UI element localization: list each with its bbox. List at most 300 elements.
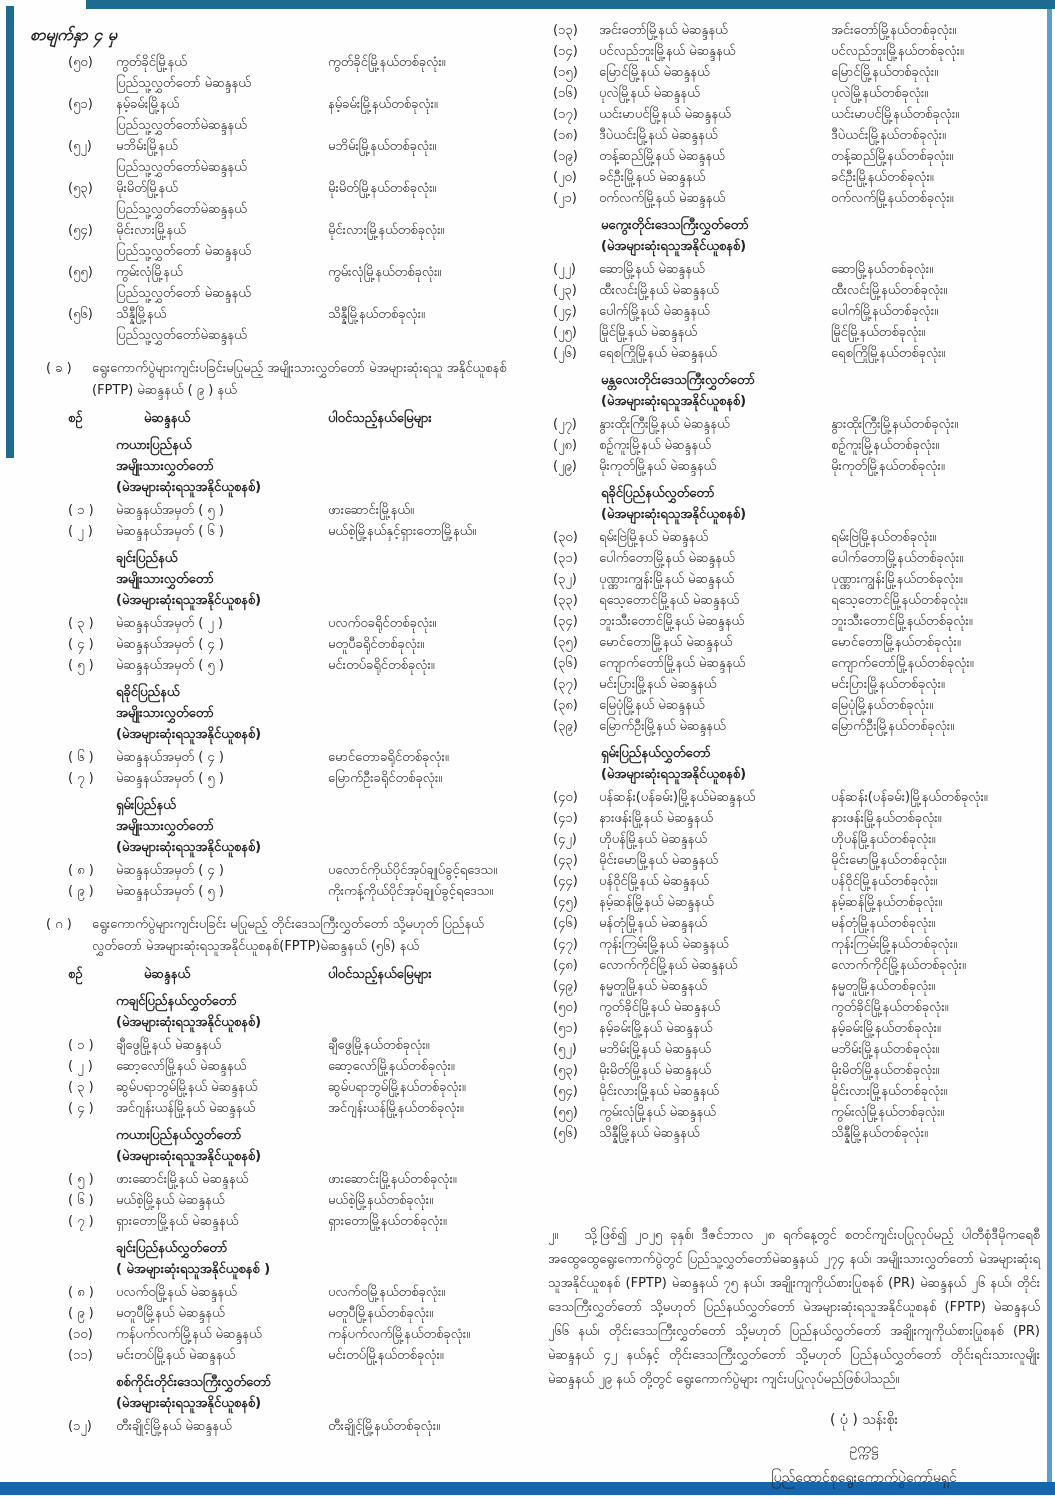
constituency-name: ဖားဆောင်းမြို့နယ် မဲဆန္ဒနယ် — [116, 1172, 249, 1187]
constituency-name: မိုးမိတ်မြို့နယ် — [116, 181, 178, 196]
hluttaw-type-line: ပြည်သူ့လွှတ်တော်မဲဆန္ဒနယ် — [116, 202, 247, 217]
constituency-row — [553, 892, 1040, 913]
constituency-name: နမ္မတူမြို့နယ် မဲဆန္ဒနယ် — [599, 979, 707, 994]
row-number: ( ၈ ) — [68, 1285, 94, 1300]
constituency-name: ဝက်လက်မြို့နယ် မဲဆန္ဒနယ် — [599, 191, 726, 206]
closing-block — [548, 1224, 1040, 1493]
constituency-row — [553, 632, 1040, 653]
constituency-name: နမ့်ဆန်မြို့နယ် မဲဆန္ဒနယ် — [599, 895, 714, 910]
included-area: မောင်တောမြို့နယ်တစ်ခုလုံး။ — [831, 635, 961, 650]
row-number: (၁၈) — [553, 128, 578, 143]
row-number: (၅၅) — [68, 265, 93, 280]
constituency-name: သိန္နီမြို့နယ် မဲဆန္ဒနယ် — [599, 1126, 700, 1141]
constituency-name: မဘိမ်းမြို့နယ် — [116, 139, 178, 154]
col-header-constituency: မဲဆန္ဒနယ် — [144, 967, 191, 982]
row-number: (၅၆) — [553, 1126, 578, 1141]
constituency-name: မဲဆန္ဒနယ်အမှတ် ( ၅ ) — [116, 771, 224, 786]
group-header — [116, 682, 514, 745]
frame-top-bar — [86, 0, 1055, 9]
constituency-name: ကွတ်ခိုင်မြို့နယ် မဲဆန္ဒနယ် — [599, 1000, 721, 1015]
constituency-row — [68, 655, 514, 676]
constituency-name: မဲဆန္ဒနယ်အမှတ် ( ၂ ) — [116, 616, 224, 631]
group-header — [601, 483, 1040, 525]
constituency-row — [68, 178, 514, 220]
included-area: နမ့်ဆန်မြို့နယ်တစ်ခုလုံး။ — [831, 895, 943, 910]
constituency-row — [68, 94, 514, 136]
constituency-name: ကွတ်ခိုင်မြို့နယ် — [116, 55, 187, 70]
constituency-row — [553, 146, 1040, 167]
constituency-row — [553, 1039, 1040, 1060]
constituency-name: မဲဆန္ဒနယ်အမှတ် ( ၅ ) — [116, 658, 224, 673]
left-column — [46, 52, 514, 1437]
included-area: မတူပီခရိုင်တစ်ခုလုံး။ — [328, 637, 425, 652]
constituency-row — [553, 41, 1040, 62]
constituency-name: မိုးကုတ်မြို့နယ် မဲဆန္ဒနယ် — [599, 459, 717, 474]
constituency-name: မဲဆန္ဒနယ်အမှတ် ( ၅ ) — [116, 884, 224, 899]
row-number: (၄၄) — [553, 874, 578, 889]
constituency-row — [68, 1303, 514, 1324]
included-area: သိန္နီမြို့နယ်တစ်ခုလုံး။ — [328, 307, 425, 322]
constituency-name: မြိုင်မြို့နယ် မဲဆန္ဒနယ် — [599, 325, 697, 340]
signature-name: ( ပုံ ) သန်းစိုး — [829, 1412, 899, 1428]
constituency-row — [68, 860, 514, 881]
group-header-line: ( မဲအများဆုံးရသူအနိုင်ယူစနစ် ) — [116, 1262, 271, 1277]
row-number: (၃၃) — [553, 593, 578, 608]
constituency-name: ပုလဲမြို့နယ် မဲဆန္ဒနယ် — [599, 86, 700, 101]
group-header — [601, 370, 1040, 412]
row-number: (၂၅) — [553, 325, 577, 340]
col-header-constituency: မဲဆန္ဒနယ် — [144, 411, 191, 426]
row-number: (၂၂) — [553, 262, 576, 277]
row-number: (၂၃) — [553, 283, 577, 298]
right-column — [553, 20, 1040, 1144]
row-number: (၂၁) — [553, 191, 577, 206]
included-area: ဒီပဲယင်းမြို့နယ်တစ်ခုလုံး။ — [831, 128, 946, 143]
constituency-name: မောင်တောမြို့နယ် မဲဆန္ဒနယ် — [599, 635, 733, 650]
row-number: (၄၆) — [553, 916, 578, 931]
group-header-line: (မဲအများဆုံးရသူအနိုင်ယူစနစ်) — [601, 239, 747, 254]
col-header-no: စဉ် — [68, 967, 83, 982]
constituency-row — [553, 527, 1040, 548]
included-area: ပလောင်ကိုယ်ပိုင်အုပ်ချုပ်ခွင့်ရဒေသ။ — [328, 863, 497, 878]
group-header-line: (မဲအများဆုံးရသူအနိုင်ယူစနစ်) — [116, 1015, 262, 1030]
signature-org: ပြည်ထောင်စုရွေးကောက်ပွဲကော်မရှင် — [771, 1470, 957, 1486]
constituency-row — [553, 653, 1040, 674]
constituency-name: လောက်ကိုင်မြို့နယ် မဲဆန္ဒနယ် — [599, 958, 738, 973]
group-header — [601, 215, 1040, 257]
constituency-row — [553, 569, 1040, 590]
included-area: အင်းတော်မြို့နယ်တစ်ခုလုံး။ — [831, 23, 957, 38]
included-area: ယင်းမာပင်မြို့နယ်တစ်ခုလုံး။ — [831, 107, 960, 122]
included-area: ရမ်းဗြဲမြို့နယ်တစ်ခုလုံး။ — [831, 530, 937, 545]
group-header-line: အမျိုးသားလွှတ်တော် — [116, 572, 214, 587]
row-number: ( ၂ ) — [68, 524, 93, 539]
included-area: မြောင်မြို့နယ်တစ်ခုလုံး။ — [831, 65, 939, 80]
included-area: မန်တုံမြို့နယ်တစ်ခုလုံး။ — [831, 916, 936, 931]
constituency-row — [68, 634, 514, 655]
col-header-areas: ပါဝင်သည့်နယ်မြေများ — [328, 967, 432, 982]
closing-paragraph-number: ၂။ — [548, 1228, 559, 1243]
constituency-row — [68, 881, 514, 902]
row-number: (၁၀) — [68, 1327, 93, 1342]
constituency-row — [68, 1211, 514, 1232]
group-header — [116, 991, 514, 1033]
constituency-name: မယ်စဲ့မြို့နယ် မဲဆန္ဒနယ် — [116, 1193, 225, 1208]
group-header-line: ရခိုင်ပြည်နယ် — [116, 685, 180, 700]
row-number: (၅၃) — [68, 181, 93, 196]
included-area: အင်ဂျန်းယန်မြို့နယ်တစ်ခုလုံး။ — [328, 1101, 464, 1116]
constituency-row — [553, 188, 1040, 209]
constituency-name: ကန်ပက်လက်မြို့နယ် မဲဆန္ဒနယ် — [116, 1327, 262, 1342]
included-area: မိုင်းလားမြို့နယ်တစ်ခုလုံး။ — [831, 1084, 948, 1099]
constituency-row — [553, 280, 1040, 301]
group-header-line: ရှမ်းပြည်နယ်လွှတ်တော် — [601, 746, 711, 761]
row-number: (၁၁) — [68, 1348, 93, 1363]
included-area: မိုင်းမောမြို့နယ်တစ်ခုလုံး။ — [831, 853, 947, 868]
constituency-name: အင်းတော်မြို့နယ် မဲဆန္ဒနယ် — [599, 23, 728, 38]
group-header-line: (မဲအများဆုံးရသူအနိုင်ယူစနစ်) — [116, 480, 262, 495]
constituency-name: မိုးမိတ်မြို့နယ် မဲဆန္ဒနယ် — [599, 1063, 711, 1078]
row-number: ( ၅ ) — [68, 658, 94, 673]
constituency-row — [553, 611, 1040, 632]
included-area: ပုလဲမြို့နယ်တစ်ခုလုံး။ — [831, 86, 929, 101]
constituency-row — [68, 521, 514, 542]
included-area: မိုင်းလားမြို့နယ်တစ်ခုလုံး။ — [328, 223, 445, 238]
row-number: (၄၇) — [553, 937, 578, 952]
row-number: ( ၈ ) — [68, 863, 94, 878]
constituency-row — [553, 674, 1040, 695]
row-number: (၂၆) — [553, 346, 577, 361]
constituency-name: မိုင်းမောမြို့နယ် မဲဆန္ဒနယ် — [599, 853, 718, 868]
hluttaw-type-line: ပြည်သူ့လွှတ်တော် မဲဆန္ဒနယ် — [116, 76, 251, 91]
constituency-row — [68, 747, 514, 768]
row-number: (၁၆) — [553, 86, 578, 101]
hluttaw-type-line: ပြည်သူ့လွှတ်တော် မဲဆန္ဒနယ် — [116, 244, 251, 259]
constituency-row — [553, 414, 1040, 435]
row-number: (၂၄) — [553, 304, 577, 319]
constituency-name: မဲဆန္ဒနယ်အမှတ် ( ၅ ) — [116, 503, 224, 518]
included-area: ကွတ်ခိုင်မြို့နယ်တစ်ခုလုံး။ — [831, 1000, 949, 1015]
included-area: သိန္နီမြို့နယ်တစ်ခုလုံး။ — [831, 1126, 928, 1141]
constituency-row — [553, 590, 1040, 611]
row-number: (၄၀) — [553, 790, 578, 805]
row-number: (၁၇) — [553, 107, 578, 122]
constituency-name: စဉ့်ကူးမြို့နယ် မဲဆန္ဒနယ် — [599, 438, 711, 453]
constituency-name: မဲဆန္ဒနယ်အမှတ် ( ၄ ) — [116, 637, 224, 652]
included-area: ရေစကြိုမြို့နယ်တစ်ခုလုံး။ — [831, 346, 946, 361]
included-area: နားဖန်းမြို့နယ်တစ်ခုလုံး။ — [831, 811, 942, 826]
included-area: မြောက်ဦးခရိုင်တစ်ခုလုံး။ — [328, 771, 443, 786]
group-header-line: ကယားပြည်နယ် — [116, 438, 192, 453]
group-header-line: (မဲအများဆုံးရသူအနိုင်ယူစနစ်) — [116, 727, 262, 742]
constituency-name: မြောင်မြို့နယ် မဲဆန္ဒနယ် — [599, 65, 710, 80]
constituency-name: ဆွမ်ပရာဘွမ်မြို့နယ် မဲဆန္ဒနယ် — [116, 1080, 258, 1095]
constituency-name: ပေါက်မြို့နယ် မဲဆန္ဒနယ် — [599, 304, 710, 319]
constituency-row — [68, 304, 514, 346]
included-area: ခင်ဦးမြို့နယ်တစ်ခုလုံး။ — [831, 170, 934, 185]
included-area: ဝက်လက်မြို့နယ်တစ်ခုလုံး။ — [831, 191, 954, 206]
hluttaw-type-line: ပြည်သူ့လွှတ်တော်မဲဆန္ဒနယ် — [116, 160, 247, 175]
constituency-name: မိုင်းလားမြို့နယ် — [116, 223, 186, 238]
constituency-row — [68, 52, 514, 94]
constituency-name: ကုန်းကြမ်းမြို့နယ် မဲဆန္ဒနယ် — [599, 937, 729, 952]
included-area: ကျောက်တော်မြို့နယ်တစ်ခုလုံး။ — [831, 656, 974, 671]
constituency-row — [68, 500, 514, 521]
row-number: ( ၁ ) — [68, 503, 94, 518]
constituency-row — [68, 1169, 514, 1190]
section-row — [46, 358, 514, 402]
constituency-row — [553, 83, 1040, 104]
section-text: ရွေးကောက်ပွဲများကျင်းပခြင်းမပြုမည့် အမျိုးသားလွှတ်တော် မဲအများဆုံးရသူ အနိုင်ယူစနစ် (FPTP) မဲဆန္ဒနယ် ( ၉ ) နယ် — [92, 361, 507, 398]
group-header-line: မကွေးတိုင်းဒေသကြီးလွှတ်တော် — [601, 218, 749, 233]
constituency-row — [68, 768, 514, 789]
constituency-name: ပင်လည်ဘူးမြို့နယ် မဲဆန္ဒနယ် — [599, 44, 736, 59]
signature-title: ဥက္ကဋ္ဌ — [849, 1441, 879, 1457]
constituency-name: ရေစကြိုမြို့နယ် မဲဆန္ဒနယ် — [599, 346, 717, 361]
constituency-row — [553, 716, 1040, 737]
included-area: နမ့်ခမ်းမြို့နယ်တစ်ခုလုံး။ — [831, 1021, 941, 1036]
row-number: (၄၁) — [553, 811, 578, 826]
constituency-name: ယင်းမာပင်မြို့နယ် မဲဆန္ဒနယ် — [599, 107, 731, 122]
group-header — [116, 548, 514, 611]
constituency-name: သိန္နီမြို့နယ် — [116, 307, 167, 322]
hluttaw-type-line: ပြည်သူ့လွှတ်တော်မဲဆန္ဒနယ် — [116, 118, 247, 133]
row-number: ( ၃ ) — [68, 1080, 94, 1095]
included-area: မဘိမ်းမြို့နယ်တစ်ခုလုံး။ — [328, 139, 437, 154]
constituency-name: မိုင်းလားမြို့နယ် မဲဆန္ဒနယ် — [599, 1084, 719, 1099]
row-number: (၅၁) — [553, 1021, 578, 1036]
constituency-name: ဆော့လော်မြို့နယ် မဲဆန္ဒနယ် — [116, 1059, 247, 1074]
constituency-row — [553, 20, 1040, 41]
constituency-name: နားဖန်းမြို့နယ် မဲဆန္ဒနယ် — [599, 811, 713, 826]
included-area: နမ္မတူမြို့နယ်တစ်ခုလုံး။ — [831, 979, 936, 994]
group-header — [116, 435, 514, 498]
row-number: ( ၄ ) — [68, 637, 94, 652]
included-area: မင်းတပ်ခရိုင်တစ်ခုလုံး။ — [328, 658, 435, 673]
row-number: (၃၈) — [553, 698, 578, 713]
row-number: ( ၇ ) — [68, 771, 94, 786]
included-area: ပေါက်မြို့နယ်တစ်ခုလုံး။ — [831, 304, 939, 319]
constituency-row — [553, 104, 1040, 125]
constituency-row — [553, 456, 1040, 477]
constituency-row — [553, 1081, 1040, 1102]
constituency-name: ပန်ဆန်း(ပန်ခမ်း)မြို့နယ်မဲဆန္ဒနယ် — [599, 790, 756, 805]
row-number: ( ၂ ) — [68, 1059, 93, 1074]
row-number: (၂၉) — [553, 459, 577, 474]
constituency-row — [553, 1060, 1040, 1081]
constituency-name: ကွမ်းလုံမြို့နယ် မဲဆန္ဒနယ် — [599, 1105, 716, 1120]
row-number: (၃၀) — [553, 530, 578, 545]
constituency-row — [68, 1035, 514, 1056]
group-header-line: (မဲအများဆုံးရသူအနိုင်ယူစနစ်) — [116, 840, 262, 855]
constituency-name: အင်ဂျန်းယန်မြို့နယ် မဲဆန္ဒနယ် — [116, 1101, 256, 1116]
constituency-row — [68, 262, 514, 304]
constituency-row — [553, 976, 1040, 997]
page-continuation-label: စာမျက်နှာ ၄ မှ — [30, 25, 118, 44]
row-number: (၄၃) — [553, 853, 578, 868]
constituency-row — [68, 613, 514, 634]
included-area: မိုးမိတ်မြို့နယ်တစ်ခုလုံး။ — [328, 181, 437, 196]
included-area: စဉ့်ကူးမြို့နယ်တစ်ခုလုံး။ — [831, 438, 940, 453]
included-area: ဖားဆောင်းမြို့နယ်။ — [328, 503, 414, 518]
constituency-row — [68, 1416, 514, 1437]
group-header — [116, 795, 514, 858]
constituency-row — [68, 136, 514, 178]
constituency-name: နမ့်ခမ်းမြို့နယ် မဲဆန္ဒနယ် — [599, 1021, 713, 1036]
constituency-row — [553, 125, 1040, 146]
row-number: (၃၆) — [553, 656, 578, 671]
constituency-row — [68, 1345, 514, 1366]
included-area: တီးချိုင့်မြို့နယ်တစ်ခုလုံး။ — [328, 1419, 441, 1434]
row-number: (၃၁) — [553, 551, 578, 566]
col-header-no: စဉ် — [68, 411, 83, 426]
row-number: ( ၁ ) — [68, 1038, 94, 1053]
constituency-name: ပလက်ဝမြို့နယ် မဲဆန္ဒနယ် — [116, 1285, 237, 1300]
group-header-line: ကချင်ပြည်နယ်လွှတ်တော် — [116, 994, 237, 1009]
constituency-row — [553, 850, 1040, 871]
included-area: မင်းပြားမြို့နယ်တစ်ခုလုံး။ — [831, 677, 945, 692]
constituency-row — [553, 934, 1040, 955]
group-header-line: အမျိုးသားလွှတ်တော် — [116, 459, 214, 474]
included-area: ကွမ်းလုံမြို့နယ်တစ်ခုလုံး။ — [831, 1105, 945, 1120]
constituency-name: ပုဏ္ဏားကျွန်းမြို့နယ် မဲဆန္ဒနယ် — [599, 572, 735, 587]
constituency-name: ပေါက်တောမြို့နယ် မဲဆန္ဒနယ် — [599, 551, 735, 566]
row-number: (၄၅) — [553, 895, 578, 910]
included-area: မယ်စဲ့မြို့နယ်နှင့်ရှားတောမြို့နယ်။ — [328, 524, 477, 539]
constituency-name: နမ့်ခမ်းမြို့နယ် — [116, 97, 180, 112]
constituency-name: ကျောက်တော်မြို့နယ် မဲဆန္ဒနယ် — [599, 656, 746, 671]
group-header-line: ချင်းပြည်နယ် — [116, 551, 178, 566]
row-number: (၅၂) — [553, 1042, 577, 1057]
row-number: (၂၀) — [553, 170, 577, 185]
row-number: ( ၉ ) — [68, 884, 94, 899]
constituency-row — [553, 548, 1040, 569]
included-area: ရသေ့တောင်မြို့နယ်တစ်ခုလုံး။ — [831, 593, 968, 608]
constituency-row — [553, 322, 1040, 343]
frame-right-bar — [1047, 9, 1052, 1487]
included-area: ကန်ပက်လက်မြို့နယ်တစ်ခုလုံး။ — [328, 1327, 471, 1342]
constituency-name: မဲဆန္ဒနယ်အမှတ် ( ၄ ) — [116, 863, 224, 878]
row-number: (၄၂) — [553, 832, 577, 847]
signature-block — [694, 1406, 1034, 1493]
row-number: (၄၈) — [553, 958, 578, 973]
included-area: ဘူးသီးတောင်မြို့နယ်တစ်ခုလုံး။ — [831, 614, 973, 629]
included-area: မယ်စဲ့မြို့နယ်တစ်ခုလုံး။ — [328, 1193, 434, 1208]
row-number: (၂၈) — [553, 438, 577, 453]
constituency-row — [553, 1102, 1040, 1123]
constituency-row — [553, 259, 1040, 280]
row-number: (၅၄) — [68, 223, 93, 238]
constituency-name: တန့်ဆည်မြို့နယ် မဲဆန္ဒနယ် — [599, 149, 725, 164]
row-number: (၁၄) — [553, 44, 578, 59]
group-header-line: အမျိုးသားလွှတ်တော် — [116, 706, 214, 721]
hluttaw-type-line: ပြည်သူ့လွှတ်တော် မဲဆန္ဒနယ် — [116, 286, 251, 301]
row-number: (၃၇) — [553, 677, 578, 692]
constituency-name: ထီးလင်းမြို့နယ် မဲဆန္ဒနယ် — [599, 283, 719, 298]
included-area: မြိုင်မြို့နယ်တစ်ခုလုံး။ — [831, 325, 926, 340]
included-area: ပန်ဆန်း(ပန်ခမ်း)မြို့နယ်တစ်ခုလုံး။ — [831, 790, 988, 805]
row-number: (၅၅) — [553, 1105, 578, 1120]
constituency-name: မဲဆန္ဒနယ်အမှတ် ( ၆ ) — [116, 524, 224, 539]
closing-paragraph-text: သို့ဖြစ်၍ ၂၀၂၅ ခုနှစ်၊ ဒီဇင်ဘာလ ၂၈ ရက်နေ့တွင် စတင်ကျင်းပပြုလုပ်မည့် ပါတီစုံဒီမိုကရေစီ အထွေထွေရွေးကောက်ပွဲတွင် ပြည်သူ့လွှတ်တော်မဲဆန္ဒနယ် ၂၇၄ နယ်၊ အမျိုးသားလွှတ်တော် မဲအများဆုံးရသူအနိုင်ယူစနစ် (FPTP) မဲဆန္ဒနယ် ၇၅ နယ်၊ အချိုးကျကိုယ်စားပြုစနစ် (PR) မဲဆန္ဒနယ် ၂၆ နယ်၊ တိုင်းဒေသကြီးလွှတ်တော် သို့မဟုတ် ပြည်နယ်လွှတ်တော် မဲအများဆုံးရသူအနိုင်ယူစနစ် (FPTP) မဲဆန္ဒနယ် ၂၆၆ နယ်၊ တိုင်းဒေသကြီးလွှတ်တော် သို့မဟုတ် ပြည်နယ်လွှတ်တော် အချိုးကျကိုယ်စားပြုစနစ် (PR) မဲဆန္ဒနယ် ၄၂ နယ်နှင့် တိုင်းဒေသကြီးလွှတ်တော် သို့မဟုတ် ပြည်နယ်လွှတ်တော် တိုင်းရင်းသားလူမျိုး မဲဆန္ဒနယ် ၂၉ နယ် တို့တွင် ရွေးကောက်ပွဲများ ကျင်းပပြုလုပ်မည်ဖြစ်ပါသည်။ — [548, 1228, 1040, 1387]
group-header-line: မန္တလေးတိုင်းဒေသကြီးလွှတ်တော် — [601, 373, 755, 388]
included-area: တန့်ဆည်မြို့နယ်တစ်ခုလုံး။ — [831, 149, 954, 164]
constituency-name: ဆောမြို့နယ် မဲဆန္ဒနယ် — [599, 262, 705, 277]
row-number: (၃၂) — [553, 572, 577, 587]
row-number: (၅၀) — [553, 1000, 578, 1015]
constituency-name: မတူပီမြို့နယ် မဲဆန္ဒနယ် — [116, 1306, 225, 1321]
included-area: ဆောမြို့နယ်တစ်ခုလုံး။ — [831, 262, 934, 277]
included-area: မြောက်ဦးမြို့နယ်တစ်ခုလုံး။ — [831, 719, 955, 734]
row-number: (၂၇) — [553, 417, 577, 432]
group-header-line: (မဲအများဆုံးရသူအနိုင်ယူစနစ်) — [116, 593, 262, 608]
row-number: (၃၅) — [553, 635, 578, 650]
group-header — [116, 1125, 514, 1167]
group-header-line: (မဲအများဆုံးရသူအနိုင်ယူစနစ်) — [116, 1396, 262, 1411]
row-number: ( ၄ ) — [68, 1101, 94, 1116]
included-area: မဘိမ်းမြို့နယ်တစ်ခုလုံး။ — [831, 1042, 940, 1057]
included-area: ဆော့လော်မြို့နယ်တစ်ခုလုံး။ — [328, 1059, 455, 1074]
row-number: (၅၄) — [553, 1084, 578, 1099]
constituency-name: ရမ်းဗြဲမြို့နယ် မဲဆန္ဒနယ် — [599, 530, 708, 545]
row-number: ( ၆ ) — [68, 750, 94, 765]
constituency-name: ပန်ဝိုင်မြို့နယ် မဲဆန္ဒနယ် — [599, 874, 709, 889]
included-area: မိုးမိတ်မြို့နယ်တစ်ခုလုံး။ — [831, 1063, 940, 1078]
constituency-name: တီးချိုင့်မြို့နယ် မဲဆန္ဒနယ် — [116, 1419, 232, 1434]
included-area: ပန်ဝိုင်မြို့နယ်တစ်ခုလုံး။ — [831, 874, 938, 889]
constituency-row — [553, 167, 1040, 188]
constituency-row — [553, 913, 1040, 934]
constituency-row — [68, 220, 514, 262]
group-header-line: (မဲအများဆုံးရသူအနိုင်ယူစနစ်) — [601, 767, 747, 782]
constituency-row — [68, 1190, 514, 1211]
included-area: ကိုးကန့်ကိုယ်ပိုင်အုပ်ချုပ်ခွင့်ရဒေသ။ — [328, 884, 494, 899]
group-header-line: စစ်ကိုင်းတိုင်းဒေသကြီးလွှတ်တော် — [116, 1375, 272, 1390]
row-number: (၅၆) — [68, 307, 93, 322]
group-header-line: (မဲအများဆုံးရသူအနိုင်ယူစနစ်) — [116, 1149, 262, 1164]
group-header-line: (မဲအများဆုံးရသူအနိုင်ယူစနစ်) — [601, 394, 747, 409]
included-area: ထီးလင်းမြို့နယ်တစ်ခုလုံး။ — [831, 283, 948, 298]
group-header — [116, 1372, 514, 1414]
constituency-name: နွားထိုးကြီးမြို့နယ် မဲဆန္ဒနယ် — [599, 417, 730, 432]
group-header-line: (မဲအများဆုံးရသူအနိုင်ယူစနစ်) — [601, 507, 747, 522]
included-area: ပုဏ္ဏားကျွန်းမြို့နယ်တစ်ခုလုံး။ — [831, 572, 963, 587]
constituency-row — [68, 1077, 514, 1098]
col-header-areas: ပါဝင်သည့်နယ်မြေများ — [328, 411, 432, 426]
group-header — [601, 743, 1040, 785]
constituency-row — [553, 955, 1040, 976]
row-number: ( ၇ ) — [68, 1214, 94, 1229]
constituency-name: မင်းပြားမြို့နယ် မဲဆန္ဒနယ် — [599, 677, 717, 692]
included-area: မင်းတပ်မြို့နယ်တစ်ခုလုံး။ — [328, 1348, 444, 1363]
constituency-name: ရှားတောမြို့နယ် မဲဆန္ဒနယ် — [116, 1214, 239, 1229]
row-number: (၁၉) — [553, 149, 578, 164]
row-number: (၅၂) — [68, 139, 92, 154]
included-area: လောက်ကိုင်မြို့နယ်တစ်ခုလုံး။ — [831, 958, 966, 973]
row-number: ( ၅ ) — [68, 1172, 94, 1187]
constituency-name: ကွမ်းလုံမြို့နယ် — [116, 265, 183, 280]
constituency-row — [553, 435, 1040, 456]
constituency-name: မန်တုံမြို့နယ် မဲဆန္ဒနယ် — [599, 916, 707, 931]
constituency-row — [68, 1324, 514, 1345]
row-number: (၅၁) — [68, 97, 93, 112]
section-label: ( ခ ) — [46, 361, 72, 376]
row-number: (၃၉) — [553, 719, 578, 734]
row-number: (၃၄) — [553, 614, 578, 629]
included-area: မောင်တောခရိုင်တစ်ခုလုံး။ — [328, 750, 449, 765]
constituency-row — [553, 695, 1040, 716]
section-row — [46, 914, 514, 958]
